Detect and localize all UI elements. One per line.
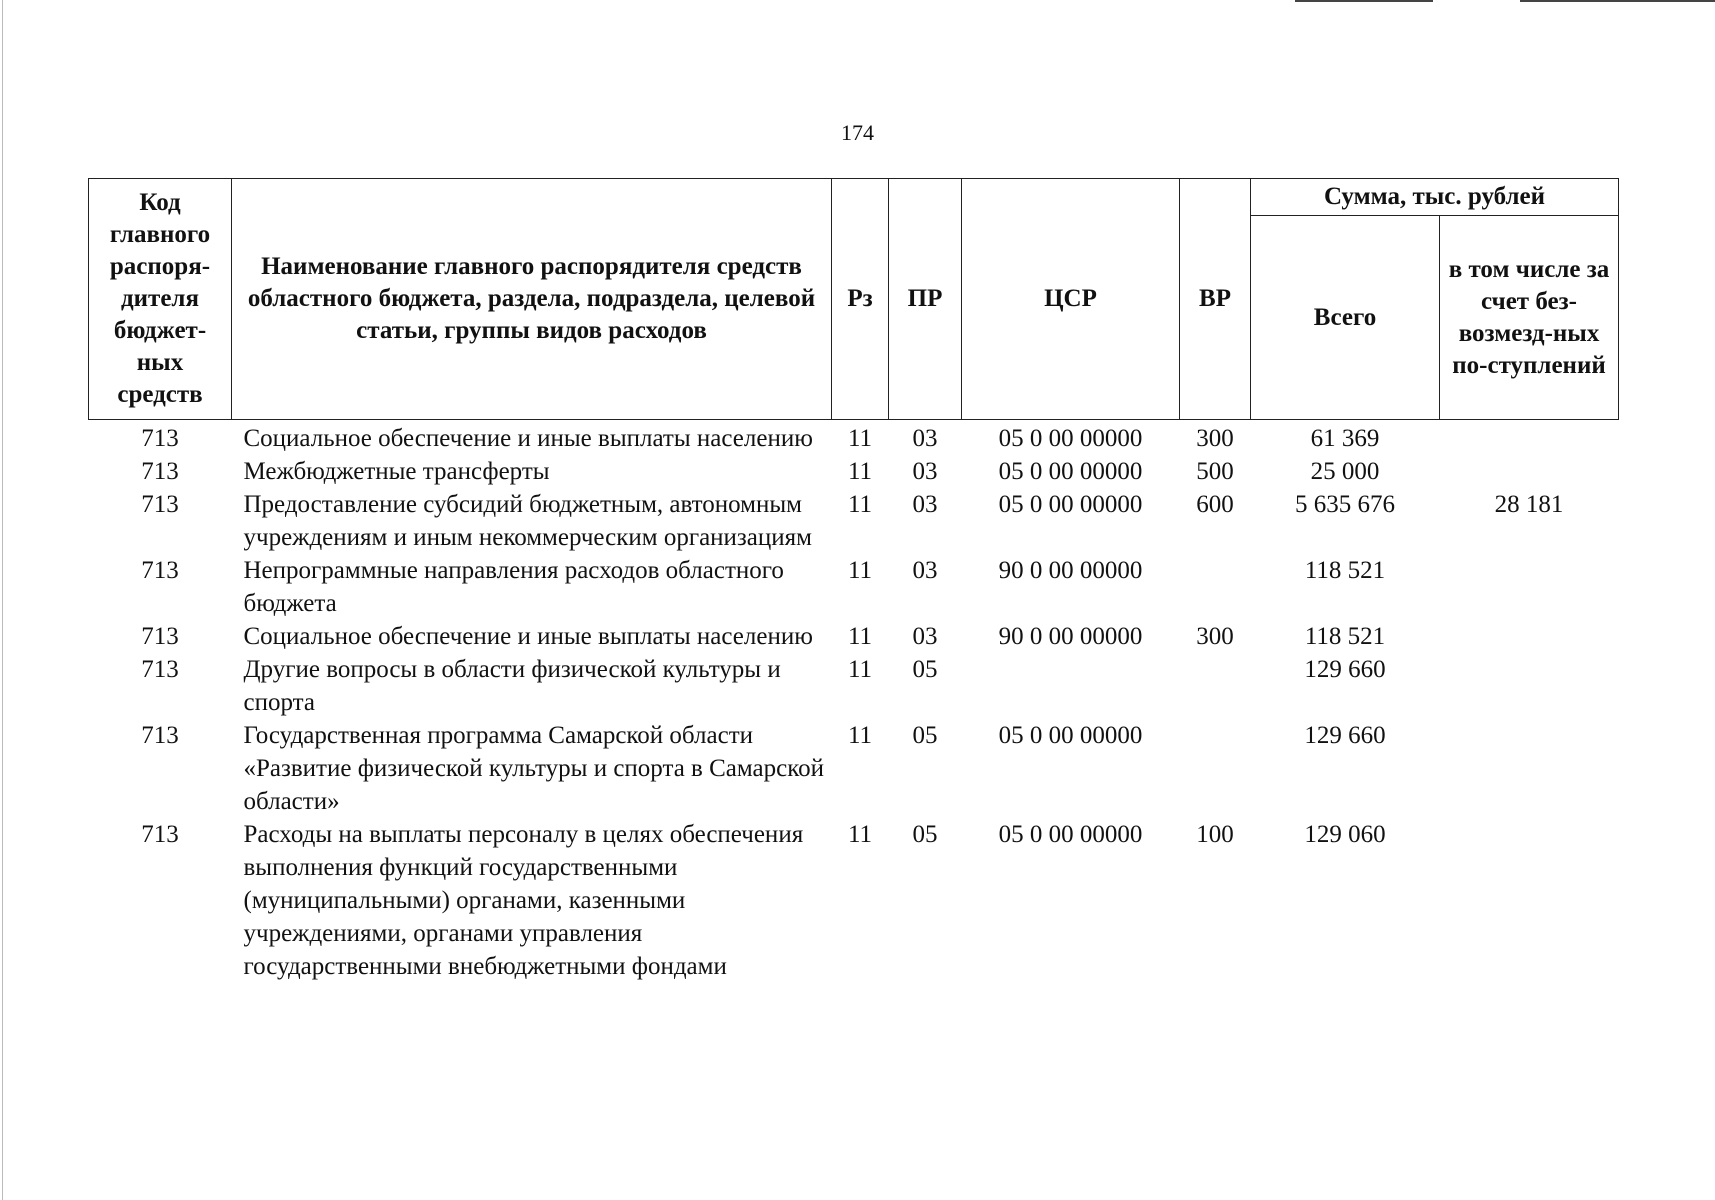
table-row	[89, 818, 1619, 983]
table-row	[89, 719, 1619, 818]
scan-top-rule	[1520, 0, 1715, 2]
header-sum: Сумма, тыс. рублей	[1251, 179, 1619, 216]
cell-vr	[1180, 554, 1251, 620]
cell-rz: 11	[847, 821, 873, 848]
table-row	[89, 554, 1619, 620]
header-name: Наименование главного распорядителя средств областного бюджета, раздела, подраздела, целевой статьи, группы видов расходов	[232, 179, 832, 420]
scan-edge-line	[2, 0, 3, 1200]
cell-code: 713	[141, 491, 179, 518]
cell-code: 713	[141, 557, 179, 584]
cell-code: 713	[141, 722, 179, 749]
cell-total: 129 660	[1304, 722, 1386, 749]
cell-name: Социальное обеспечение и иные выплаты населению	[243, 623, 813, 650]
cell-gratis	[1440, 653, 1619, 719]
cell-total: 61 369	[1310, 425, 1380, 452]
header-vr: ВР	[1180, 179, 1251, 420]
cell-rz: 11	[847, 557, 873, 584]
cell-name: Предоставление субсидий бюджетным, автономным учреждениям и иным некоммерческим организациям	[243, 491, 812, 551]
cell-name: Государственная программа Самарской области «Развитие физической культуры и спорта в Самарской области»	[243, 722, 824, 815]
cell-pr: 03	[912, 557, 938, 584]
scan-top-rule	[1295, 0, 1433, 2]
cell-code: 713	[141, 821, 179, 848]
cell-total: 118 521	[1304, 623, 1386, 650]
cell-vr	[1180, 719, 1251, 818]
cell-pr: 03	[912, 623, 938, 650]
header-rz: Рз	[832, 179, 889, 420]
header-code: Код главного распоря-дителя бюджет-ных средств	[89, 179, 232, 420]
cell-gratis	[1440, 719, 1619, 818]
page-number: 174	[841, 120, 874, 145]
cell-vr	[1180, 653, 1251, 719]
header-pr: ПР	[889, 179, 962, 420]
cell-total: 118 521	[1304, 557, 1386, 584]
cell-vr: 100	[1196, 821, 1234, 848]
cell-vr: 300	[1196, 425, 1234, 452]
cell-csr: 05 0 00 00000	[998, 722, 1143, 749]
cell-csr: 05 0 00 00000	[998, 491, 1143, 518]
cell-pr: 05	[912, 722, 938, 749]
cell-rz: 11	[847, 623, 873, 650]
header-gratis: в том числе за счет без-возмезд-ных по-ступлений	[1440, 216, 1619, 420]
header-csr: ЦСР	[962, 179, 1180, 420]
table-row	[89, 653, 1619, 719]
cell-total: 129 660	[1304, 656, 1386, 683]
cell-total: 5 635 676	[1295, 491, 1395, 518]
cell-rz: 11	[847, 491, 873, 518]
table-row	[89, 420, 1619, 456]
cell-pr: 03	[912, 491, 938, 518]
cell-gratis	[1440, 420, 1619, 456]
cell-name: Расходы на выплаты персоналу в целях обеспечения выполнения функций государственными (муниципальными) органами, казенными учреждениями, органами управления государственными внебюджетными фондами	[243, 821, 804, 980]
cell-total: 25 000	[1310, 458, 1380, 485]
cell-name: Межбюджетные трансферты	[243, 458, 550, 485]
cell-code: 713	[141, 425, 179, 452]
cell-code: 713	[141, 458, 179, 485]
header-total: Всего	[1251, 216, 1440, 420]
cell-pr: 03	[912, 458, 938, 485]
cell-gratis	[1440, 554, 1619, 620]
cell-csr: 05 0 00 00000	[998, 821, 1143, 848]
cell-rz: 11	[847, 656, 873, 683]
cell-csr	[962, 653, 1180, 719]
cell-rz: 11	[847, 425, 873, 452]
cell-code: 713	[141, 623, 179, 650]
cell-pr: 03	[912, 425, 938, 452]
cell-pr: 05	[912, 821, 938, 848]
cell-gratis: 28 181	[1494, 491, 1564, 518]
cell-csr: 90 0 00 00000	[998, 623, 1143, 650]
budget-table	[88, 178, 1619, 983]
cell-rz: 11	[847, 458, 873, 485]
cell-csr: 90 0 00 00000	[998, 557, 1143, 584]
cell-gratis	[1440, 620, 1619, 653]
cell-vr: 600	[1196, 491, 1234, 518]
cell-pr: 05	[912, 656, 938, 683]
cell-vr: 300	[1196, 623, 1234, 650]
cell-rz: 11	[847, 722, 873, 749]
cell-code: 713	[141, 656, 179, 683]
cell-vr: 500	[1196, 458, 1234, 485]
cell-csr: 05 0 00 00000	[998, 425, 1143, 452]
cell-total: 129 060	[1304, 821, 1386, 848]
table-row	[89, 620, 1619, 653]
cell-name: Непрограммные направления расходов областного бюджета	[243, 557, 784, 617]
cell-gratis	[1440, 455, 1619, 488]
table-row	[89, 488, 1619, 554]
cell-name: Другие вопросы в области физической культуры и спорта	[243, 656, 781, 716]
cell-csr: 05 0 00 00000	[998, 458, 1143, 485]
table-row	[89, 455, 1619, 488]
cell-name: Социальное обеспечение и иные выплаты населению	[243, 425, 813, 452]
cell-gratis	[1440, 818, 1619, 983]
